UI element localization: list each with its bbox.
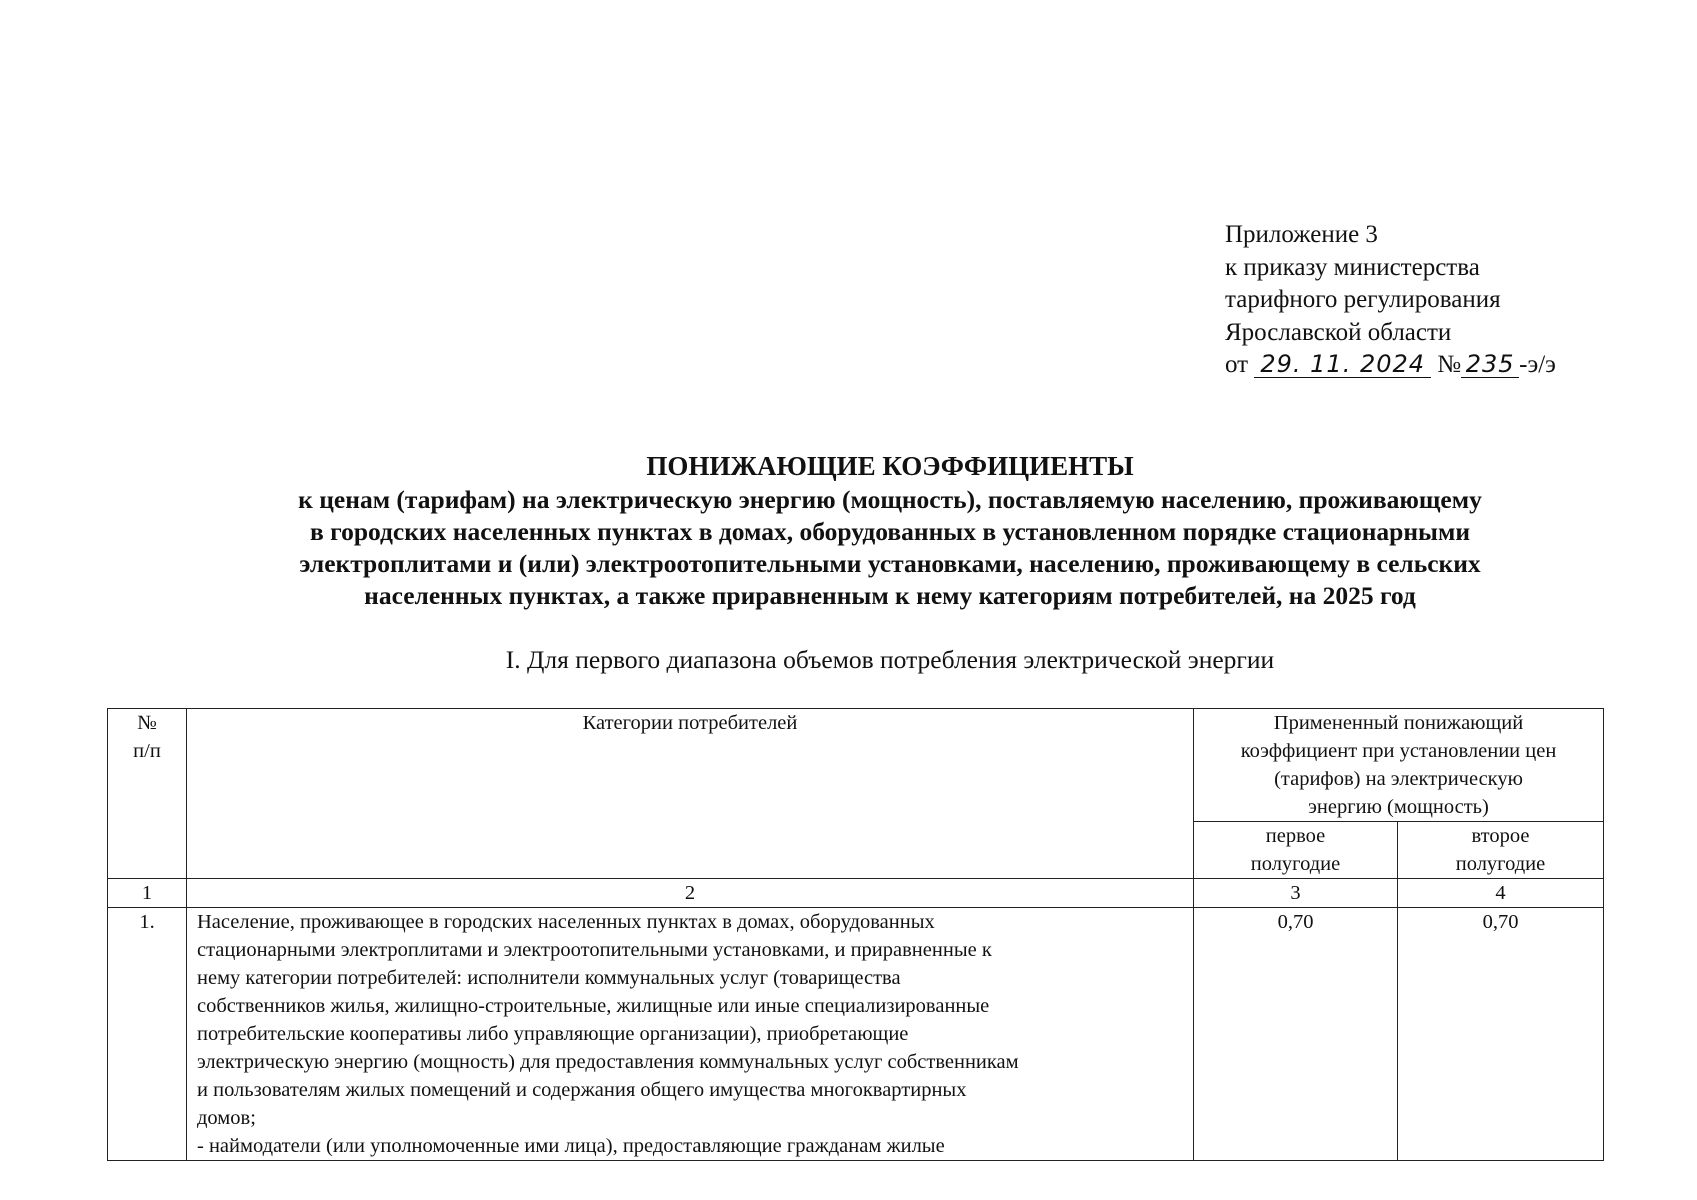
category-line: собственников жилья, жилищно-строительные, жилищные или иные специализированные xyxy=(197,995,990,1017)
title-sub-3: электроплитами и (или) электроотопительными установками, населению, проживающему в сельских xyxy=(299,549,1481,578)
appendix-line-3: тарифного регулирования xyxy=(1225,286,1501,313)
first-half-value: 0,70 xyxy=(1194,908,1398,1161)
column-number-4: 4 xyxy=(1398,879,1604,908)
order-date-line xyxy=(1225,349,1645,382)
number-suffix: -э/э xyxy=(1519,351,1556,378)
row-category xyxy=(187,908,1194,1161)
category-line: нему категории потребителей: исполнители коммунальных услуг (товарищества xyxy=(197,967,901,989)
appendix-line-2: к приказу министерства xyxy=(1225,253,1480,281)
header-second-half-line-1: второе xyxy=(1471,825,1530,847)
column-number-1: 1 xyxy=(108,879,187,908)
header-coef-line-3: (тарифов) на электрическую xyxy=(1274,768,1523,790)
title-main: ПОНИЖАЮЩИЕ КОЭФФИЦИЕНТЫ xyxy=(646,451,1134,481)
appendix-line-4: Ярославской области xyxy=(1225,318,1452,346)
header-first-half-line-1: первое xyxy=(1265,825,1326,847)
header-first-half-line-2: полугодие xyxy=(1250,853,1341,875)
header-coef-line-2: коэффициент при установлении цен xyxy=(1240,740,1557,762)
document-title xyxy=(100,448,1680,612)
header-num xyxy=(108,709,187,879)
appendix-line-1: Приложение 3 xyxy=(1225,221,1378,248)
appendix-block xyxy=(1225,219,1645,382)
header-coef-line-4: энергию (мощность) xyxy=(1308,796,1489,818)
title-sub-1: к ценам (тарифам) на электрическую энергию (мощность), поставляемую населению, проживающему xyxy=(298,485,1482,514)
column-number-3: 3 xyxy=(1194,879,1398,908)
header-categories: Категории потребителей xyxy=(187,709,1194,879)
category-line: - наймодатели (или уполномоченные ими лица), предоставляющие гражданам жилые xyxy=(197,1135,945,1157)
header-num-line-2: п/п xyxy=(133,740,161,762)
title-sub-4: населенных пунктах, а также приравненным к нему категориям потребителей, на 2025 год xyxy=(364,581,1416,610)
category-line: потребительские кооперативы либо управляющие организации), приобретающие xyxy=(197,1023,909,1045)
category-line: электрическую энергию (мощность) для предоставления коммунальных услуг собственникам xyxy=(197,1051,1019,1073)
category-line: Население, проживающее в городских населенных пунктах в домах, оборудованных xyxy=(197,911,935,933)
header-num-line-1: № xyxy=(137,712,157,734)
row-number: 1. xyxy=(108,908,187,1161)
header-second-half xyxy=(1398,822,1604,879)
section-heading: I. Для первого диапазона объемов потребления электрической энергии xyxy=(505,645,1275,674)
category-line: домов; xyxy=(197,1107,256,1129)
number-prefix: № xyxy=(1437,351,1462,378)
order-date-handwritten: 29. 11. 2024 xyxy=(1254,351,1431,378)
header-coef-line-1: Примененный понижающий xyxy=(1273,712,1524,734)
table-row xyxy=(108,908,1604,1161)
header-coefficient xyxy=(1194,709,1604,822)
column-number-row xyxy=(108,879,1604,908)
date-prefix: от xyxy=(1225,351,1249,378)
header-first-half xyxy=(1194,822,1398,879)
coefficients-table xyxy=(107,708,1604,1161)
header-second-half-line-2: полугодие xyxy=(1455,853,1546,875)
second-half-value: 0,70 xyxy=(1398,908,1604,1161)
order-number-handwritten: 235 xyxy=(1461,351,1519,378)
category-line: и пользователям жилых помещений и содержания общего имущества многоквартирных xyxy=(197,1079,967,1101)
header-row-1 xyxy=(108,709,1604,822)
title-sub-2: в городских населенных пунктах в домах, оборудованных в установленном порядке стационарными xyxy=(309,517,1471,546)
column-number-2: 2 xyxy=(187,879,1194,908)
category-line: стационарными электроплитами и электроотопительными установками, и приравненные к xyxy=(197,939,992,961)
